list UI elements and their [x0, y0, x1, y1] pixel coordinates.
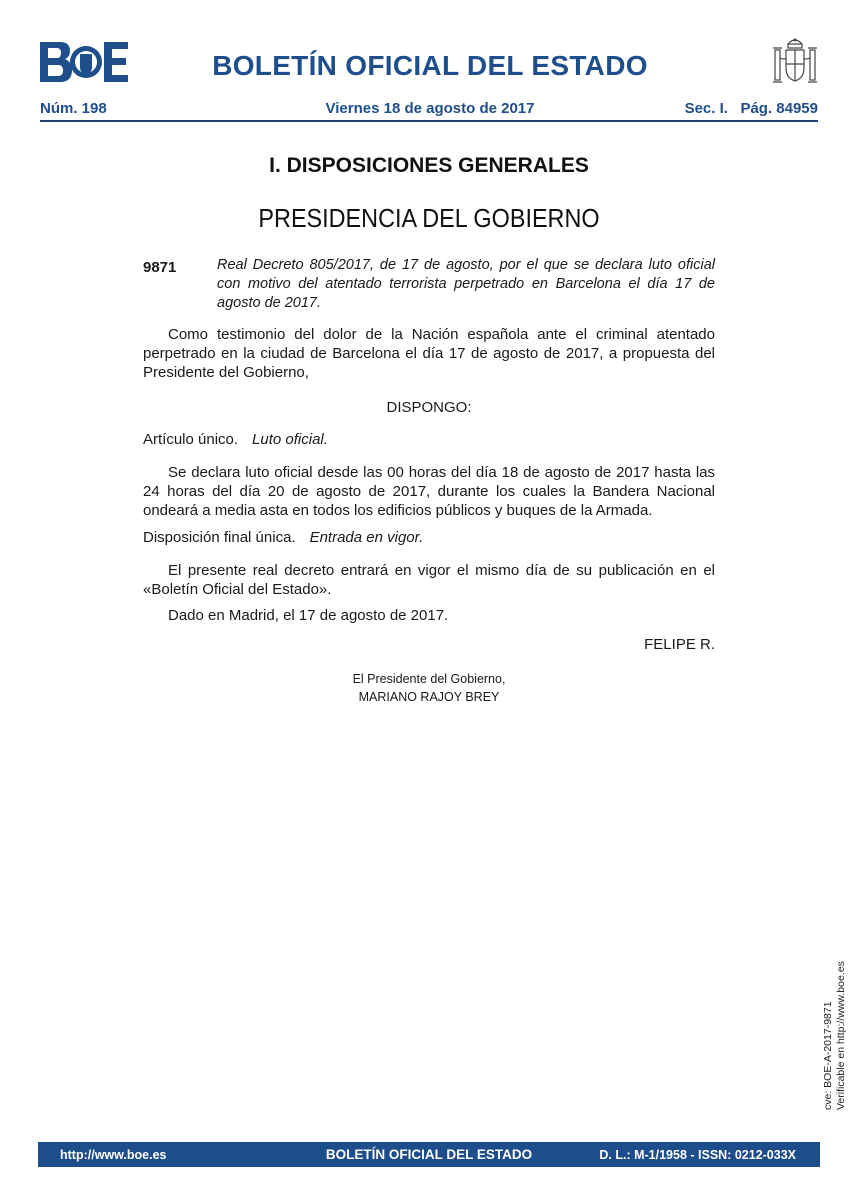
- section-heading: I. DISPOSICIONES GENERALES: [269, 154, 589, 177]
- footer-title: BOLETÍN OFICIAL DEL ESTADO: [325, 1147, 533, 1162]
- department-heading: PRESIDENCIA DEL GOBIERNO: [258, 203, 600, 233]
- document-number: 9871: [143, 259, 177, 276]
- verify-url: Verificable en http://www.boe.es: [835, 961, 847, 1110]
- president-role: El Presidente del Gobierno,: [352, 672, 506, 686]
- president-name: MARIANO RAJOY BREY: [358, 690, 500, 704]
- header-divider: [40, 120, 818, 122]
- coat-of-arms-icon: [770, 36, 820, 90]
- article-heading: [143, 431, 328, 448]
- dispongo-heading: DISPONGO:: [386, 399, 472, 416]
- footer-bar: [38, 1142, 820, 1167]
- preamble-paragraph: Como testimonio del dolor de la Nación española ante el criminal atentado perpetrado en la ciudad de Barcelona el día 17 de agosto de 2017, a propuesta del Presidente del Gobierno,: [143, 326, 715, 381]
- article-title: Luto oficial.: [252, 431, 328, 448]
- verification-side-text: [822, 850, 848, 1110]
- article-paragraph: Se declara luto oficial desde las 00 horas del día 18 de agosto de 2017 hasta las 24 horas del día 20 de agosto de 2017, durante los cuales la Bandera Nacional ondeará a media asta en todos los edificios públicos y buques de la Armada.: [143, 464, 715, 519]
- cve-code: cve: BOE-A-2017-9871: [822, 1001, 834, 1110]
- document-title: Real Decreto 805/2017, de 17 de agosto, por el que se declara luto oficial con motivo del atentado terrorista perpetrado en Barcelona el día 17 de agosto de 2017.: [217, 257, 715, 311]
- newspaper-title: BOLETÍN OFICIAL DEL ESTADO: [212, 50, 648, 81]
- boe-logo: [40, 42, 128, 82]
- royal-signature: FELIPE R.: [644, 636, 715, 653]
- issue-date: Viernes 18 de agosto de 2017: [325, 100, 535, 117]
- section-page: Sec. I. Pág. 84959: [684, 100, 818, 117]
- footer-legal: D. L.: M-1/1958 - ISSN: 0212-033X: [599, 1148, 796, 1162]
- final-provision-label: Disposición final única.: [143, 529, 296, 546]
- footer-url[interactable]: http://www.boe.es: [60, 1148, 167, 1162]
- article-label: Artículo único.: [143, 431, 239, 448]
- issue-number: Núm. 198: [40, 100, 107, 117]
- place-date: Dado en Madrid, el 17 de agosto de 2017.: [168, 607, 449, 624]
- final-provision-heading: [143, 529, 423, 546]
- final-provision-title: Entrada en vigor.: [309, 529, 424, 546]
- final-provision-paragraph: El presente real decreto entrará en vigor el mismo día de su publicación en el «Boletín Oficial del Estado».: [143, 562, 715, 598]
